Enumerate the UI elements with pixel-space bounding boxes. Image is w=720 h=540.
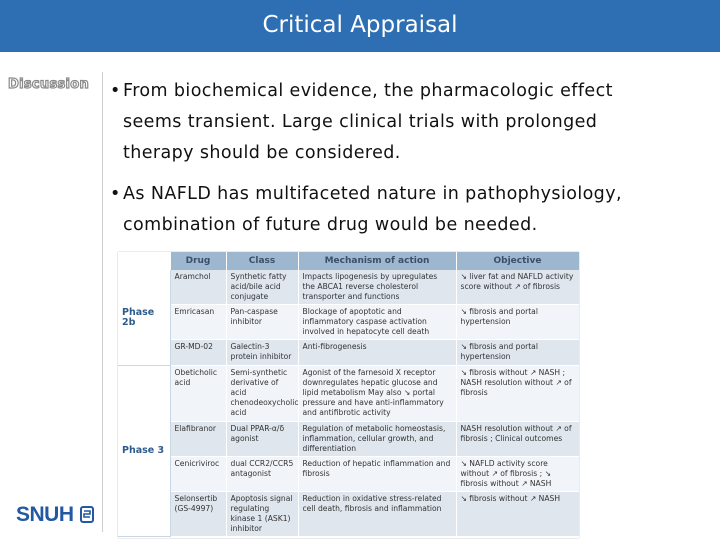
bullet-line: From biochemical evidence, the pharmacologic effect xyxy=(123,81,613,101)
drug-cell: Aramchol xyxy=(170,270,226,305)
drug-cell: Elafibranor xyxy=(170,422,226,457)
table-header-blank xyxy=(118,252,170,270)
mechanism-cell: Regulation of metabolic homeostasis, inflammation, cellular growth, and differentiation xyxy=(298,422,456,457)
phase-label: Phase 3 xyxy=(118,366,170,537)
mechanism-cell: Agonist of the farnesoid X receptor downregulates hepatic glucose and lipid metabolism May also ↘ portal pressure and have anti-inflammatory and antifibrotic activity xyxy=(298,366,456,422)
class-cell: Dual PPAR-α/δ agonist xyxy=(226,422,298,457)
objective-cell: ↘ fibrosis without ↗ NASH xyxy=(456,492,579,537)
objective-cell: ↘ liver fat and NAFLD activity score without ↗ of fibrosis xyxy=(456,270,579,305)
bullet-line: seems transient. Large clinical trials with prolonged xyxy=(123,112,598,132)
drug-table xyxy=(118,252,579,537)
mechanism-cell: Reduction in oxidative stress-related cell death, fibrosis and inflammation xyxy=(298,492,456,537)
table-row xyxy=(118,270,579,305)
objective-cell: ↘ fibrosis without ↗ NASH ; NASH resolution without ↗ of fibrosis xyxy=(456,366,579,422)
class-cell: Pan-caspase inhibitor xyxy=(226,305,298,340)
class-cell: Synthetic fatty acid/bile acid conjugate xyxy=(226,270,298,305)
mechanism-cell: Impacts lipogenesis by upregulates the ABCA1 reverse cholesterol transporter and functions xyxy=(298,270,456,305)
bullet-line: As NAFLD has multifaceted nature in pathophysiology, xyxy=(123,184,622,204)
drug-cell: Cenicriviroc xyxy=(170,457,226,492)
table-header-cell: Class xyxy=(226,252,298,270)
objective-cell: NASH resolution without ↗ of fibrosis ; Clinical outcomes xyxy=(456,422,579,457)
table-row xyxy=(118,340,579,366)
table-row xyxy=(118,457,579,492)
logo-text: SNUH xyxy=(16,503,74,526)
snuh-logo xyxy=(16,503,94,531)
table-row xyxy=(118,305,579,340)
objective-cell: ↘ fibrosis and portal hypertension xyxy=(456,340,579,366)
table-header-cell: Objective xyxy=(456,252,579,270)
bullet-item xyxy=(110,76,710,169)
bullet-line: therapy should be considered. xyxy=(123,143,401,163)
table-header-cell: Mechanism of action xyxy=(298,252,456,270)
drug-table-image xyxy=(118,252,579,538)
table-header-row xyxy=(118,252,579,270)
bullet-item xyxy=(110,179,710,241)
class-cell: Semi-synthetic derivative of acid chenodeoxycholic acid xyxy=(226,366,298,422)
table-row xyxy=(118,492,579,537)
section-label-text: Discussion xyxy=(8,77,90,92)
snuh-emblem-icon xyxy=(80,506,94,528)
section-label xyxy=(8,75,90,93)
drug-cell: Obeticholic acid xyxy=(170,366,226,422)
class-cell: Apoptosis signal regulating kinase 1 (ASK1) inhibitor xyxy=(226,492,298,537)
bullet-line: combination of future drug would be needed. xyxy=(123,215,538,235)
objective-cell: ↘ fibrosis and portal hypertension xyxy=(456,305,579,340)
table-row xyxy=(118,422,579,457)
class-cell: dual CCR2/CCR5 antagonist xyxy=(226,457,298,492)
title-bar xyxy=(0,0,720,52)
table-row xyxy=(118,366,579,422)
drug-cell: GR-MD-02 xyxy=(170,340,226,366)
bullet-symbol: • xyxy=(110,184,121,204)
bullet-symbol: • xyxy=(110,81,121,101)
bullet-list xyxy=(110,76,710,251)
phase-label: Phase 2b xyxy=(118,270,170,366)
table-header-cell: Drug xyxy=(170,252,226,270)
mechanism-cell: Reduction of hepatic inflammation and fibrosis xyxy=(298,457,456,492)
class-cell: Galectin-3 protein inhibitor xyxy=(226,340,298,366)
page-title: Critical Appraisal xyxy=(262,12,458,38)
drug-cell: Emricasan xyxy=(170,305,226,340)
divider xyxy=(102,72,103,532)
mechanism-cell: Blockage of apoptotic and inflammatory caspase activation involved in hepatocyte cell death xyxy=(298,305,456,340)
objective-cell: ↘ NAFLD activity score without ↗ of fibrosis ; ↘ fibrosis without ↗ NASH xyxy=(456,457,579,492)
drug-cell: Selonsertib (GS-4997) xyxy=(170,492,226,537)
mechanism-cell: Anti-fibrogenesis xyxy=(298,340,456,366)
